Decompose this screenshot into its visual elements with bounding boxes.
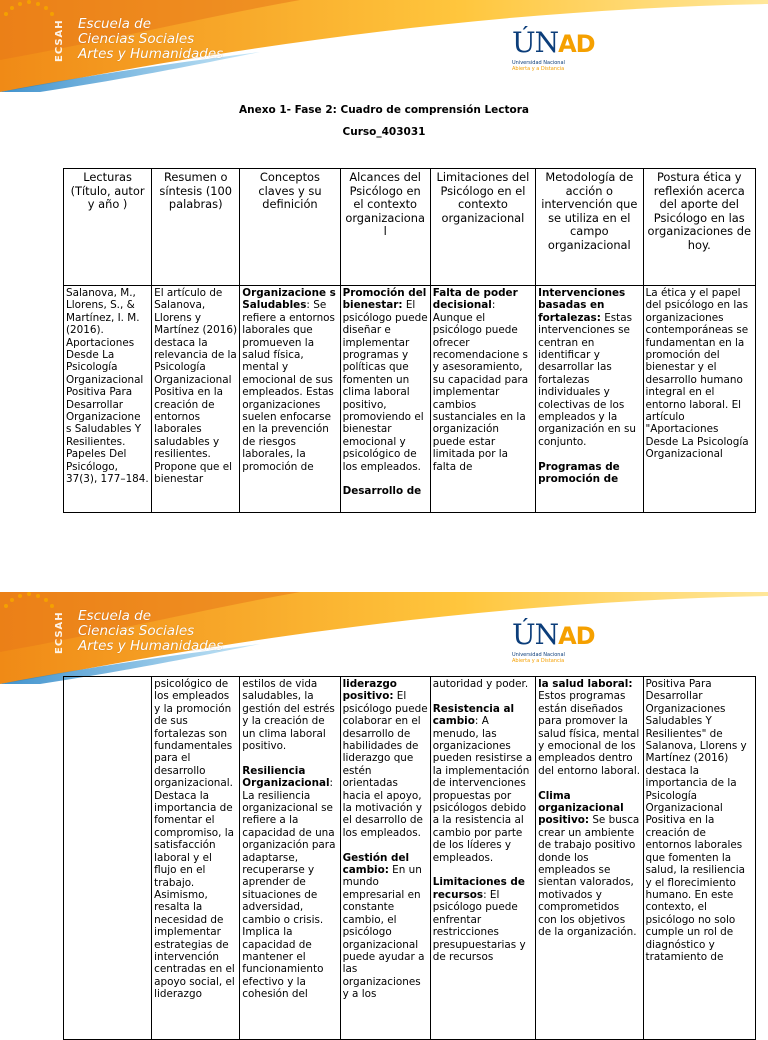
unad-logo: ÚNAD xyxy=(512,618,595,651)
school-name: Escuela de Ciencias Sociales Artes y Humanidades xyxy=(78,608,224,654)
logo-dots-icon xyxy=(0,592,60,612)
table-row xyxy=(64,677,756,1040)
course-code: Curso_403031 xyxy=(342,126,426,138)
table-row xyxy=(64,286,756,513)
comprehension-table xyxy=(63,168,756,513)
header-metodologia: Metodología de acción o intervención que se utiliza en el campo organizacional xyxy=(536,169,643,286)
cell-metodologia: Intervenciones basadas en fortalezas: Estas intervenciones se centran en identificar y desarrollar las fortalezas individuales y colectivas de los empleados y la organización en su conjunto. Programas de promoción de xyxy=(536,286,643,513)
header-limitaciones: Limitaciones del Psicólogo en el contexto organizacional xyxy=(430,169,535,286)
cell-lecturas: Salanova, M., Llorens, S., & Martínez, I. M. (2016). Aportaciones Desde La Psicología Organizacional Positiva Para Desarrollar Organizacione s Saludables Y Resilientes. Papeles Del Psicólogo, 37(3), 177–184. xyxy=(64,286,152,513)
unad-logo: ÚNAD xyxy=(512,26,595,59)
header-resumen: Resumen o síntesis (100 palabras) xyxy=(152,169,240,286)
cell-limitaciones: Falta de poder decisional: Aunque el psicólogo puede ofrecer recomendacione s y asesoramiento, su capacidad para implementar cambios sustanciales en la organización puede estar limitada por la falta de xyxy=(430,286,535,513)
page-gap xyxy=(0,520,768,592)
header-alcances: Alcances del Psicólogo en el contexto organizaciona l xyxy=(340,169,430,286)
university-name: Universidad Nacional Abierta y a Distancia xyxy=(512,60,565,72)
table-header-row xyxy=(64,169,756,286)
cell-conceptos: estilos de vida saludables, la gestión del estrés y la creación de un clima laboral positivo. Resiliencia Organizacional: La resiliencia organizacional se refiere a la capacidad de una organización para adaptarse, recuperarse y aprender de situaciones de adversidad, cambio o crisis. Implica la capacidad de mantener el funcionamiento efectivo y la cohesión del xyxy=(240,677,340,1040)
comprehension-table-continued xyxy=(63,676,756,1040)
school-name: Escuela de Ciencias Sociales Artes y Humanidades xyxy=(78,16,224,62)
cell-resumen: El artículo de Salanova, Llorens y Martínez (2016) destaca la relevancia de la Psicología Organizacional Positiva en la creación de entornos laborales saludables y resilientes. Propone que el bienestar xyxy=(152,286,240,513)
cell-resumen: psicológico de los empleados y la promoción de sus fortalezas son fundamentales para el desarrollo organizacional. Destaca la importancia de fomentar el compromiso, la satisfacción laboral y el flujo en el trabajo. Asimismo, resalta la necesidad de implementar estrategias de intervención centradas en el apoyo social, el liderazgo xyxy=(152,677,240,1040)
cell-lecturas xyxy=(64,677,152,1040)
header-banner xyxy=(0,592,768,684)
document-title: Anexo 1- Fase 2: Cuadro de comprensión Lectora xyxy=(238,104,530,116)
ecsah-vertical-label: ECSAH xyxy=(54,611,65,654)
cell-postura: La ética y el papel del psicólogo en las organizaciones contemporáneas se fundamentan en la promoción del bienestar y el desarrollo humano integral en el entorno laboral. El artículo "Aportaciones Desde La Psicología Organizacional xyxy=(643,286,756,513)
cell-conceptos: Organizacione s Saludables: Se refiere a entornos laborales que promueven la salud física, mental y emocional de sus empleados. Estas organizaciones suelen enfocarse en la prevención de riesgos laborales, la promoción de xyxy=(240,286,340,513)
cell-alcances: liderazgo positivo: El psicólogo puede colaborar en el desarrollo de habilidades de liderazgo que estén orientadas hacia el apoyo, la motivación y el desarrollo de los empleados. Gestión del cambio: En un mundo empresarial en constante cambio, el psicólogo organizacional puede ayudar a las organizaciones y a los xyxy=(340,677,430,1040)
cell-postura: Positiva Para Desarrollar Organizaciones Saludables Y Resilientes" de Salanova, Llorens y Martínez (2016) destaca la importancia de la Psicología Organizacional Positiva en la creación de entornos laborales que fomenten la salud, la resiliencia y el florecimiento humano. En este contexto, el psicólogo no solo cumple un rol de diagnóstico y tratamiento de xyxy=(643,677,756,1040)
header-banner xyxy=(0,0,768,92)
cell-limitaciones: autoridad y poder. Resistencia al cambio: A menudo, las organizaciones pueden resistirse a la implementación de intervenciones propuestas por psicólogos debido a la resistencia al cambio por parte de los líderes y empleados. Limitaciones de recursos: El psicólogo puede enfrentar restricciones presupuestarias y de recursos xyxy=(430,677,535,1040)
header-postura: Postura ética y reflexión acerca del aporte del Psicólogo en las organizaciones de hoy. xyxy=(643,169,756,286)
cell-metodologia: la salud laboral: Estos programas están diseñados para promover la salud física, mental y emocional de los empleados dentro del entorno laboral. Clima organizacional positivo: Se busca crear un ambiente de trabajo positivo donde los empleados se sientan valorados, motivados y comprometidos con los objetivos de la organización. xyxy=(536,677,643,1040)
cell-alcances: Promoción del bienestar: El psicólogo puede diseñar e implementar programas y políticas que fomenten un clima laboral positivo, promoviendo el bienestar emocional y psicológico de los empleados. Desarrollo de xyxy=(340,286,430,513)
university-name: Universidad Nacional Abierta y a Distancia xyxy=(512,652,565,664)
logo-dots-icon xyxy=(0,0,60,20)
ecsah-vertical-label: ECSAH xyxy=(54,19,65,62)
header-conceptos: Conceptos claves y su definición xyxy=(240,169,340,286)
header-lecturas: Lecturas (Título, autor y año ) xyxy=(64,169,152,286)
